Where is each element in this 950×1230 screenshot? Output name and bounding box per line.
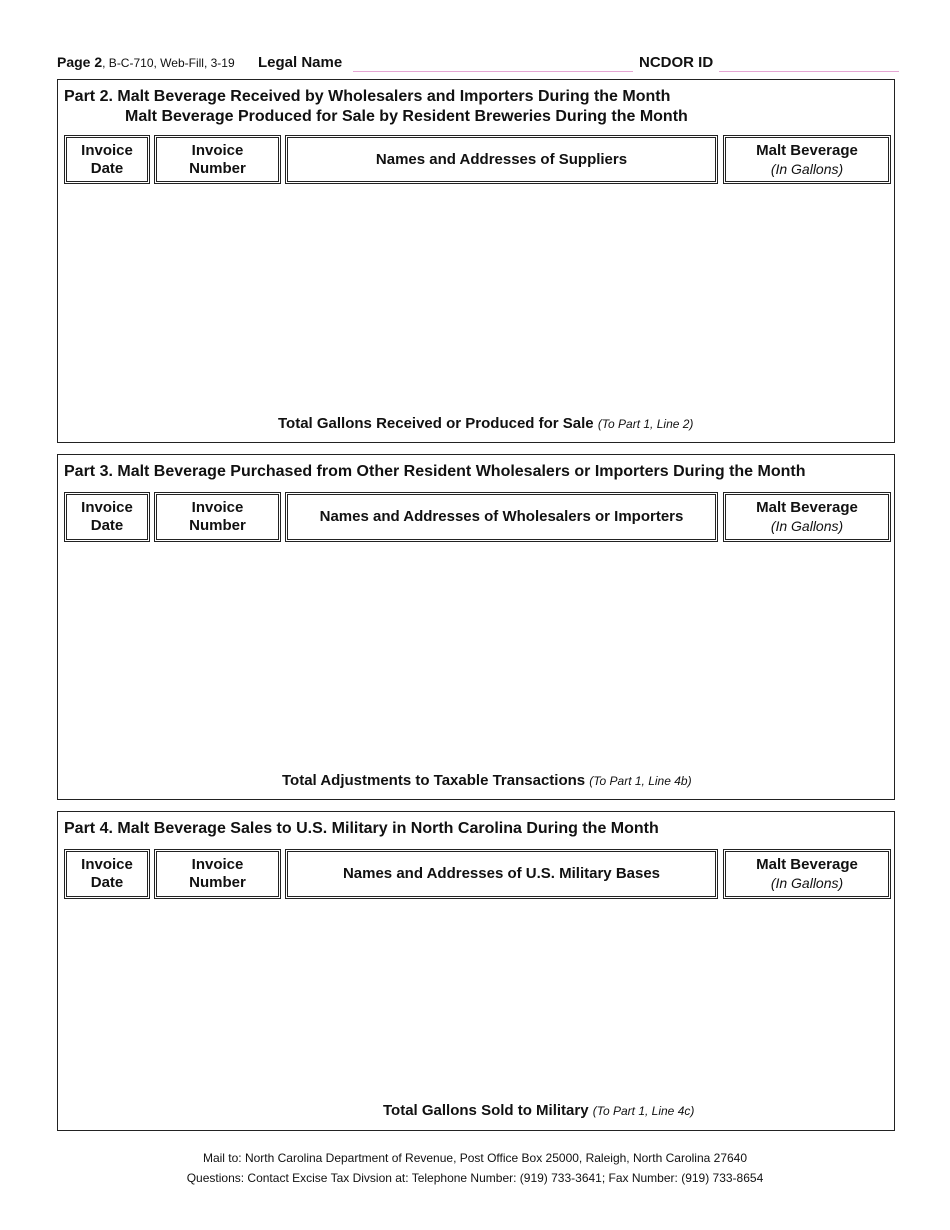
part-3-entry-area[interactable] bbox=[64, 546, 890, 764]
part-4-title: Part 4. Malt Beverage Sales to U.S. Military in North Carolina During the Month bbox=[64, 820, 659, 837]
part-2-total-label: Total Gallons Received or Produced for Sale (To Part 1, Line 2) bbox=[278, 415, 694, 432]
military-bases-header: Names and Addresses of U.S. Military Bases bbox=[285, 849, 718, 899]
wholesalers-header: Names and Addresses of Wholesalers or Importers bbox=[285, 492, 718, 542]
part-2-title: Part 2. Malt Beverage Received by Wholesalers and Importers During the Month Malt Beverage Produced for Sale by Resident Breweries During the Month bbox=[64, 88, 688, 125]
page-header bbox=[57, 52, 895, 74]
malt-beverage-header: Malt Beverage (In Gallons) bbox=[723, 492, 891, 542]
malt-beverage-header: Malt Beverage (In Gallons) bbox=[723, 135, 891, 184]
invoice-number-header: Invoice Number bbox=[154, 492, 281, 542]
part-3-total-label: Total Adjustments to Taxable Transactions (To Part 1, Line 4b) bbox=[282, 772, 692, 789]
page-number: Page 2, B-C-710, Web-Fill, 3-19 bbox=[57, 54, 235, 70]
legal-name-label: Legal Name bbox=[258, 54, 343, 71]
mail-to-text: Mail to: North Carolina Department of Revenue, Post Office Box 25000, Raleigh, North Carolina 27640 bbox=[202, 1151, 748, 1165]
malt-beverage-header: Malt Beverage (In Gallons) bbox=[723, 849, 891, 899]
invoice-number-header: Invoice Number bbox=[154, 849, 281, 899]
invoice-date-header: Invoice Date bbox=[64, 492, 150, 542]
part-3-title: Part 3. Malt Beverage Purchased from Other Resident Wholesalers or Importers During the Month bbox=[64, 463, 806, 480]
suppliers-header: Names and Addresses of Suppliers bbox=[285, 135, 718, 184]
part-4-section bbox=[57, 811, 895, 1131]
part-2-section bbox=[57, 79, 895, 443]
invoice-number-header: Invoice Number bbox=[154, 135, 281, 184]
part-4-entry-area[interactable] bbox=[64, 903, 890, 1098]
part-4-total-label: Total Gallons Sold to Military (To Part 1, Line 4c) bbox=[383, 1102, 695, 1119]
ncdor-id-field[interactable] bbox=[719, 54, 899, 72]
questions-text: Questions: Contact Excise Tax Divsion at: Telephone Number: (919) 733-3641; Fax Number: (919) 733-8654 bbox=[186, 1171, 764, 1185]
legal-name-field[interactable] bbox=[353, 54, 633, 72]
invoice-date-header: Invoice Date bbox=[64, 849, 150, 899]
ncdor-id-label: NCDOR ID bbox=[639, 54, 714, 71]
invoice-date-header: Invoice Date bbox=[64, 135, 150, 184]
part-3-section bbox=[57, 454, 895, 800]
form-code: , B-C-710, Web-Fill, 3-19 bbox=[102, 56, 235, 70]
part-2-entry-area[interactable] bbox=[64, 188, 890, 406]
